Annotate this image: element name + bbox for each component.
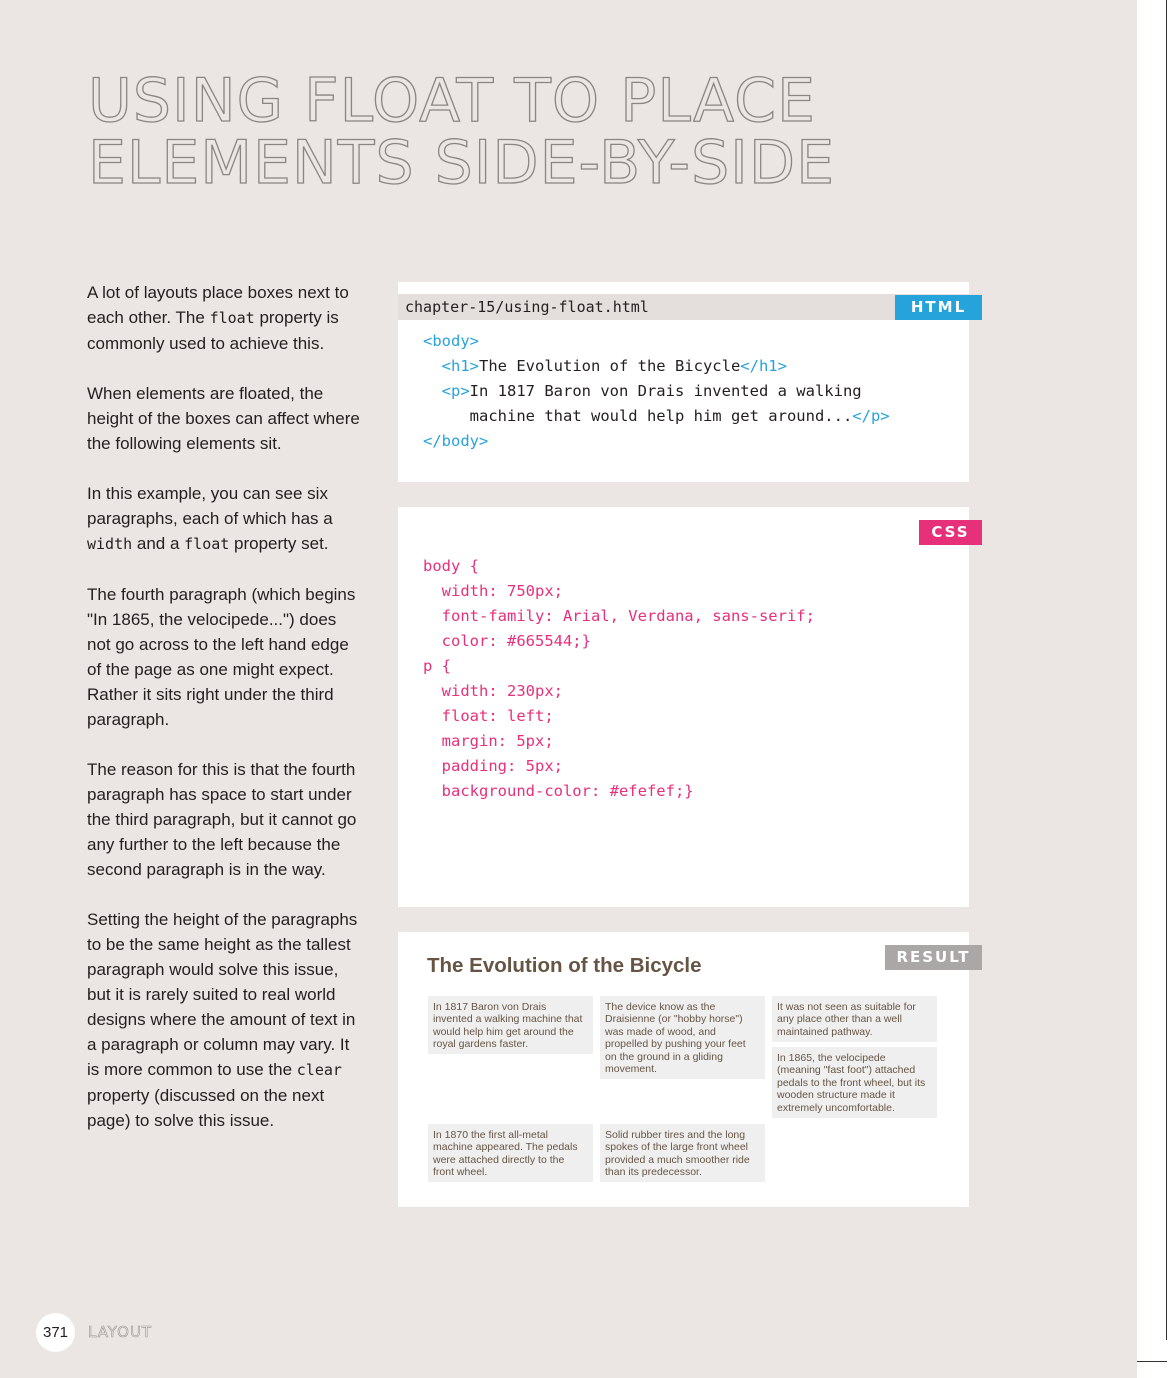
- result-heading: The Evolution of the Bicycle: [427, 954, 702, 977]
- title-line-2: ELEMENTS SIDE-BY-SIDE: [88, 128, 835, 198]
- result-paragraph-4: In 1865, the velocipede (meaning "fast foot") attached pedals to the front wheel, but its wooden structure made it extremely uncomfortable.: [772, 1047, 937, 1118]
- result-tag: RESULT: [885, 945, 982, 970]
- body-paragraph-2: When elements are floated, the height of the boxes can affect where the following elements sit.: [87, 384, 360, 453]
- html-code-block: <body> <h1>The Evolution of the Bicycle</h1> <p>In 1817 Baron von Drais invented a walking machine that would help him get around...</p> </body>: [423, 332, 890, 450]
- page-edge-foot: [1137, 1361, 1167, 1362]
- css-code-block: body { width: 750px; font-family: Arial, Verdana, sans-serif; color: #665544;} p { width: 230px; float: left; margin: 5px; padding: 5px; background-color: #efefef;}: [423, 557, 815, 800]
- css-tag: CSS: [919, 520, 982, 545]
- file-name: chapter-15/using-float.html: [405, 298, 649, 316]
- body-paragraph-3: In this example, you can see six paragraphs, each of which has a width and a float property set.: [87, 484, 333, 553]
- section-name: LAYOUT: [88, 1323, 153, 1341]
- body-paragraph-4: The fourth paragraph (which begins "In 1865, the velocipede...") does not go across to the left hand edge of the page as one might expect. Rather it sits right under the third paragraph.: [87, 585, 356, 729]
- title-line-1: USING FLOAT TO PLACE: [88, 66, 816, 136]
- page-number: 371: [36, 1313, 75, 1352]
- result-paragraph-5: In 1870 the first all-metal machine appeared. The pedals were attached directly to the front wheel.: [428, 1124, 593, 1182]
- page-title: [88, 66, 835, 198]
- html-code-panel: [398, 282, 969, 482]
- page-edge-line: [1166, 0, 1167, 1340]
- html-tag: HTML: [895, 295, 982, 320]
- result-panel: [398, 932, 969, 1207]
- result-paragraph-1: In 1817 Baron von Drais invented a walking machine that would help him get around the royal gardens faster.: [428, 996, 593, 1054]
- result-paragraph-2: The device know as the Draisienne (or "hobby horse") was made of wood, and propelled by pushing your feet on the ground in a gliding movement.: [600, 996, 765, 1079]
- body-text: [87, 280, 362, 1158]
- body-paragraph-1: A lot of layouts place boxes next to each other. The float property is commonly used to achieve this.: [87, 283, 349, 353]
- css-code-panel: [398, 507, 969, 907]
- result-paragraph-3: It was not seen as suitable for any place other than a well maintained pathway.: [772, 996, 937, 1042]
- body-paragraph-6: Setting the height of the paragraphs to be the same height as the tallest paragraph would solve this issue, but it is rarely suited to real world designs where the amount of text in a paragraph or column may vary. It is more common to use the clear property (discussed on the next page) to solve this issue.: [87, 910, 358, 1130]
- result-paragraph-6: Solid rubber tires and the long spokes of the large front wheel provided a much smoother ride than its predecessor.: [600, 1124, 765, 1182]
- file-name-bar: [398, 294, 980, 320]
- body-paragraph-5: The reason for this is that the fourth paragraph has space to start under the third paragraph, but it cannot go any further to the left because the second paragraph is in the way.: [87, 760, 357, 879]
